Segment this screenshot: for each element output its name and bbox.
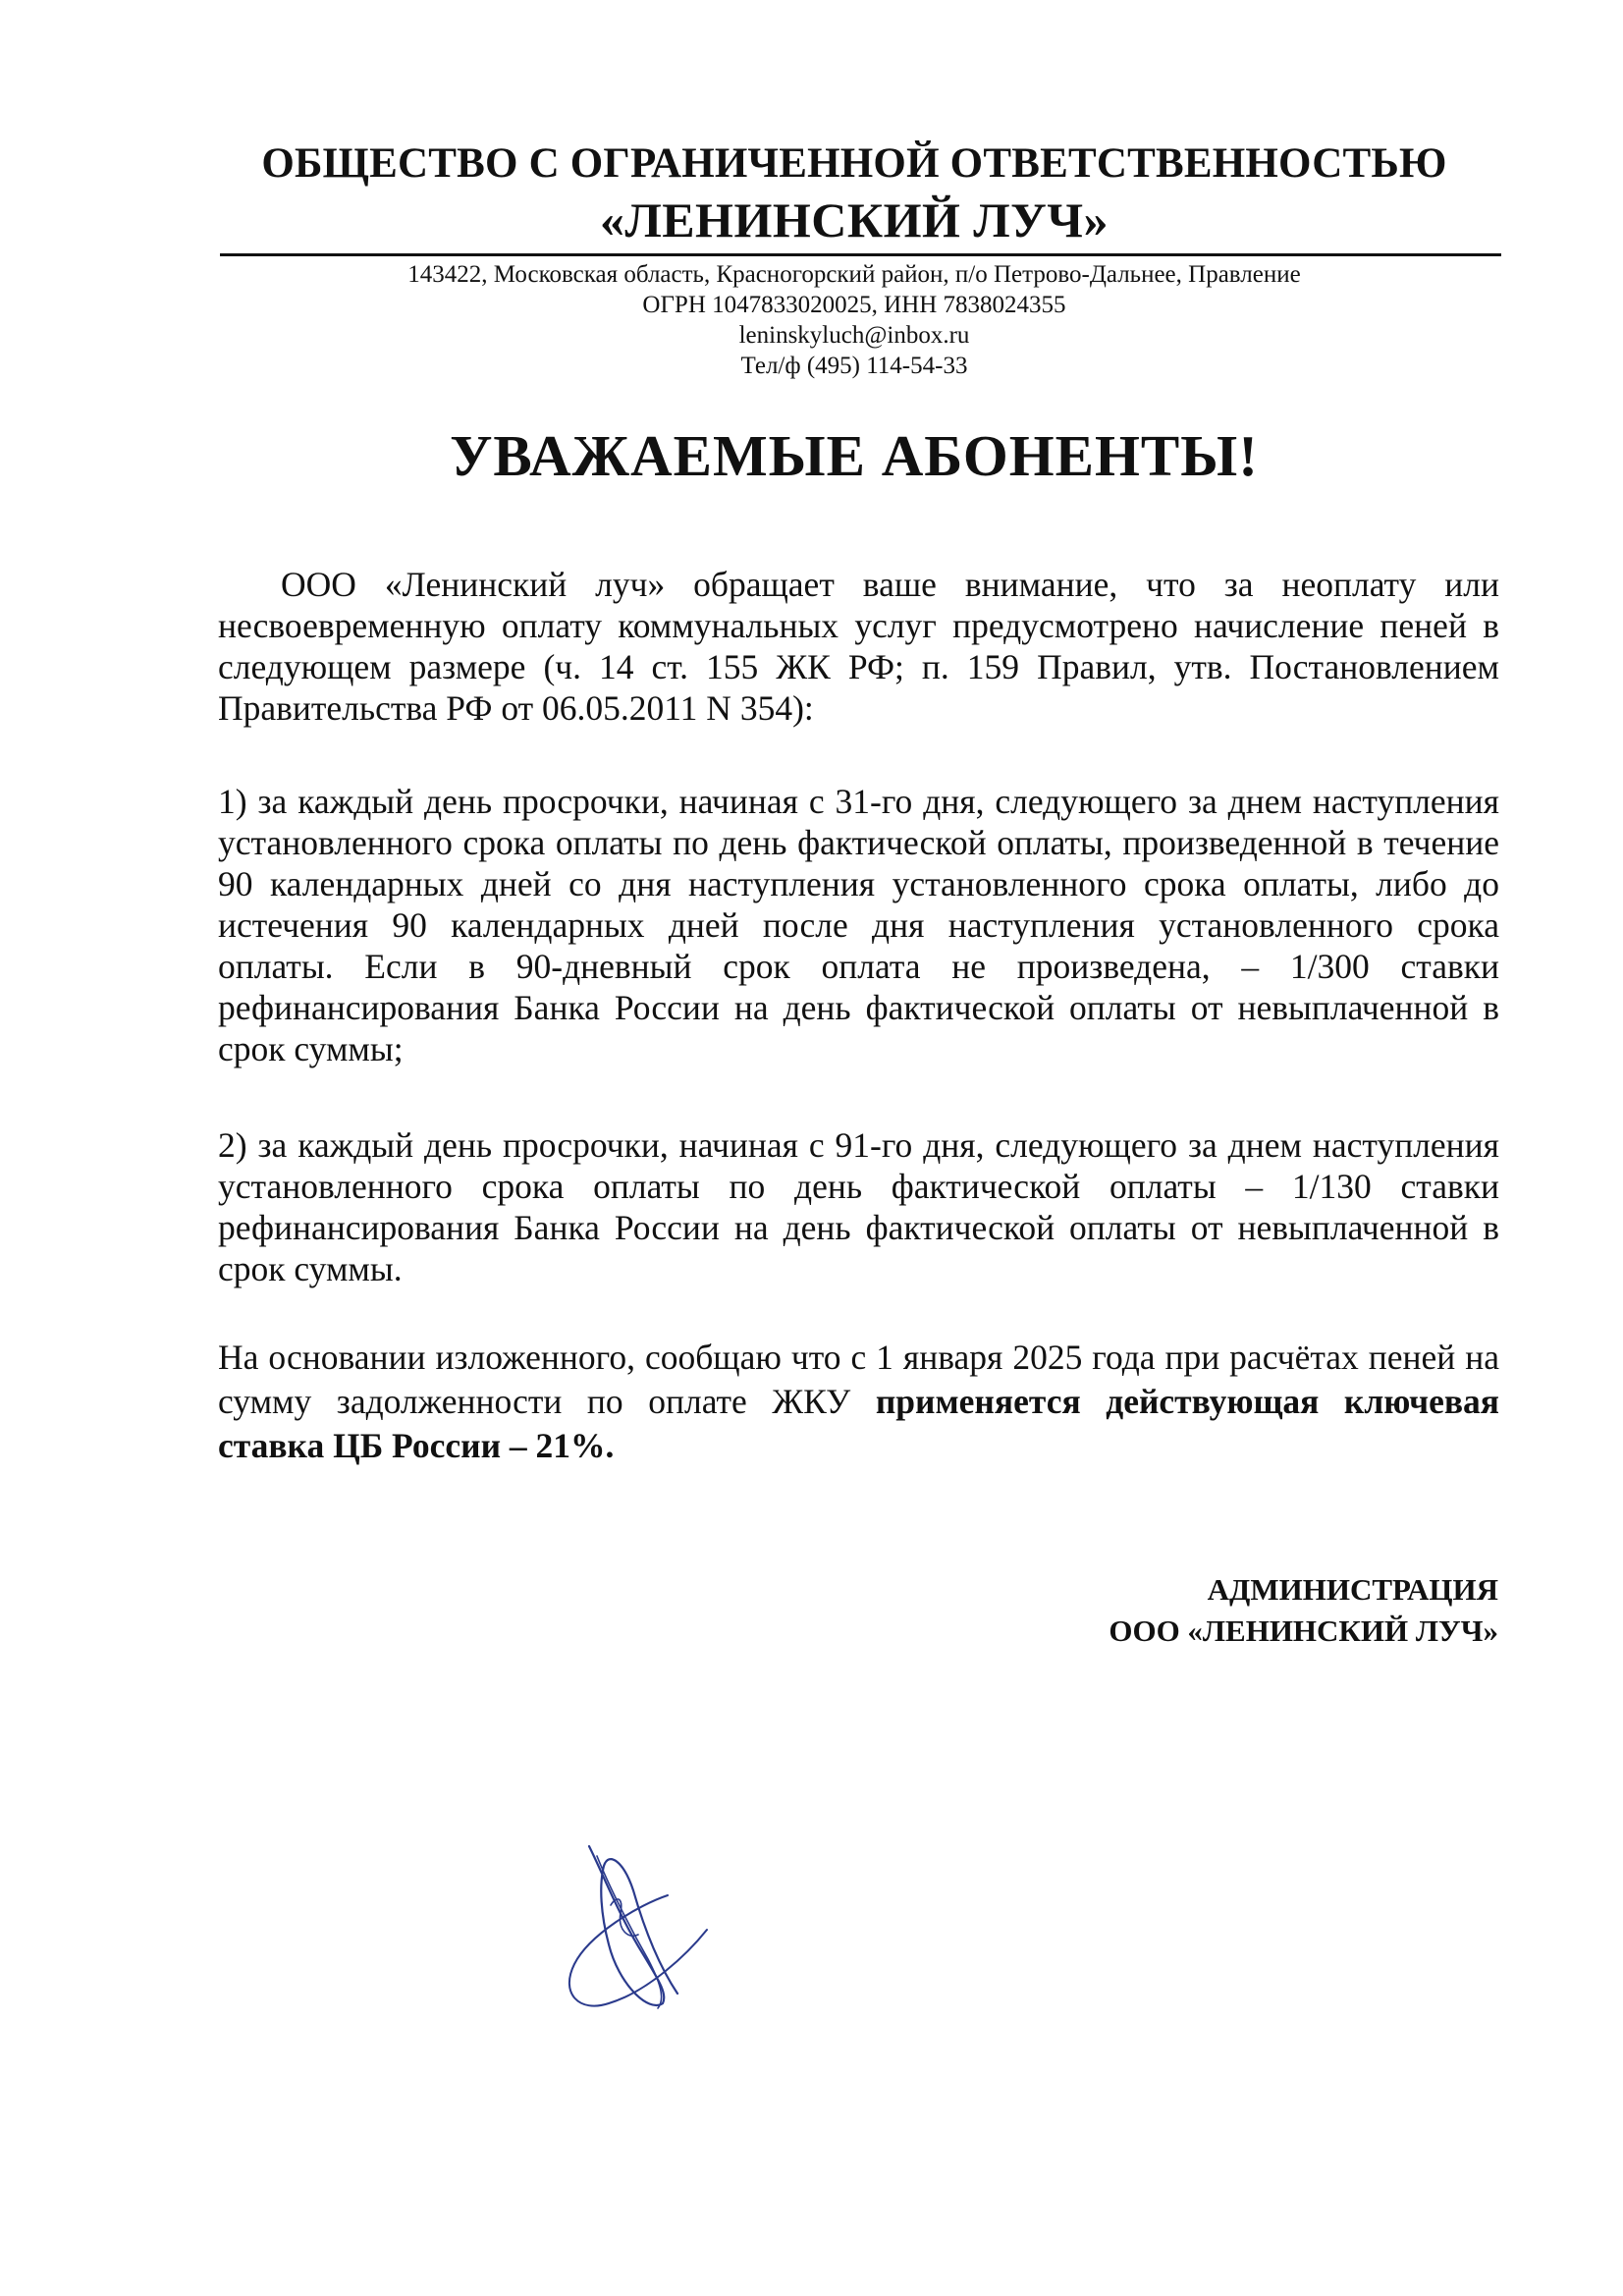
conclusion-paragraph	[218, 1336, 1499, 1468]
registration-line: ОГРН 1047833020025, ИНН 7838024355	[642, 292, 1066, 318]
address-line: 143422, Московская область, Красногорский район, п/о Петрово-Дальнее, Правление	[407, 261, 1301, 288]
organization-name: «ЛЕНИНСКИЙ ЛУЧ»	[599, 192, 1109, 247]
key-rate-statement: применяется действующая ключевая ставка ЦБ России – 21%.	[218, 1382, 1499, 1465]
signatory-title: АДМИНИСТРАЦИЯ	[1207, 1572, 1498, 1607]
phone-line: Тел/ф (495) 114-54-33	[740, 353, 968, 379]
penalty-item-2: 2) за каждый день просрочки, начиная с 91-го дня, следующего за днем наступления установленного срока оплаты по день фактической оплаты – 1/130 ставки рефинансирования Банка России на день фактической оплаты от невыплаченной в срок суммы.	[218, 1125, 1499, 1288]
header-divider	[220, 253, 1501, 256]
header-contacts	[226, 259, 1483, 381]
penalty-item-1: 1) за каждый день просрочки, начиная с 31-го дня, следующего за днем наступления установленного срока оплаты по день фактической оплаты, произведенной в течение 90 календарных дней со дня наступления установленного срока оплаты, либо до истечения 90 календарных дней после дня наступления установленного срока оплаты. Если в 90-дневный срок оплата не произведена, – 1/300 ставки рефинансирования Банка России на день фактической оплаты от невыплаченной в срок суммы;	[218, 782, 1499, 1068]
signature-block	[1109, 1569, 1498, 1652]
notice-headline: УВАЖАЕМЫЕ АБОНЕНТЫ!	[450, 423, 1259, 488]
email-line: leninskyluch@inbox.ru	[738, 322, 970, 349]
conclusion-text: На основании изложенного, сообщаю что с 1 января 2025 года при расчётах пеней на сумму задолженности по оплате ЖКУ	[218, 1338, 1499, 1421]
organization-form: ОБЩЕСТВО С ОГРАНИЧЕННОЙ ОТВЕТСТВЕННОСТЬЮ	[261, 140, 1447, 187]
signatory-organization: ООО «ЛЕНИНСКИЙ ЛУЧ»	[1109, 1613, 1498, 1648]
intro-paragraph: ООО «Ленинский луч» обращает ваше внимание, что за неоплату или несвоевременную оплату коммунальных услуг предусмотрено начисление пеней в следующем размере (ч. 14 ст. 155 ЖК РФ; п. 159 Правил, утв. Постановлением Правительства РФ от 06.05.2011 N 354):	[218, 565, 1499, 728]
handwritten-signature	[550, 1836, 727, 2023]
